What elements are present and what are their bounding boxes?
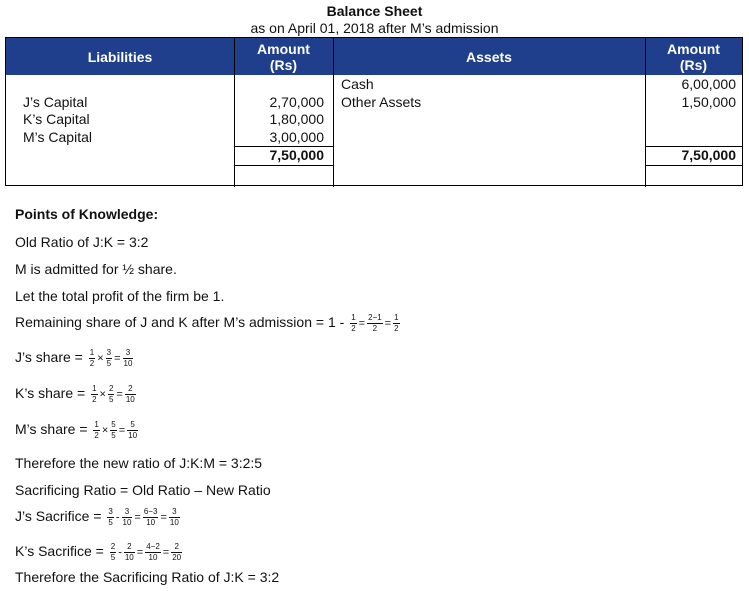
fraction: $\frac{1}{2}$ (394, 313, 399, 333)
k-share-label: K’s share = (15, 385, 86, 402)
table-header (6, 38, 742, 75)
note-k-share: K’s share = $\frac{1}{2}$ × $\frac{2}{5}$ = $\frac{2}{10}$ (15, 384, 135, 404)
note-m-share-calc: M’s share = $\frac{1}{2}$ × $\frac{5}{5}$ = $\frac{5}{10}$ (15, 420, 138, 440)
fraction: $\frac{5}{10}$ (128, 420, 138, 440)
asset-amount: 1,50,000 (681, 94, 736, 110)
fraction: $\frac{3}{5}$ (108, 507, 113, 527)
liability-name: K’s Capital (23, 111, 90, 127)
asset-name: Cash (341, 76, 374, 92)
fraction: $\frac{2}{10}$ (125, 384, 135, 404)
header-assets: Assets (466, 48, 512, 65)
fraction: $\frac{2}{10}$ (124, 542, 134, 562)
note-conclusion: Therefore the Sacrificing Ratio of J:K = 3:2 (15, 569, 280, 585)
note-sacrificing-formula: Sacrificing Ratio = Old Ratio – New Ratio (15, 482, 271, 498)
note-remaining-share: Remaining share of J and K after M’s admission = 1 - $\frac{1}{2}$ = $\frac{2-1}{2}$ = $\frac{1}{2}$ (15, 313, 399, 333)
header-amount-label: Amount (257, 40, 310, 57)
fraction: $\frac{1}{2}$ (92, 384, 97, 404)
total-rule (234, 165, 333, 166)
fraction: $\frac{6-3}{10}$ (143, 507, 158, 527)
remaining-label: Remaining share of J and K after M’s admission = 1 - (15, 314, 345, 331)
j-share-label: J’s share = (15, 349, 83, 366)
fraction: $\frac{5}{5}$ (111, 420, 116, 440)
balance-sheet-table (5, 37, 743, 186)
header-amount-label: Amount (667, 40, 720, 57)
fraction: $\frac{2}{20}$ (172, 542, 182, 562)
fraction: $\frac{4-2}{10}$ (146, 542, 160, 562)
note-k-sacrifice: K’s Sacrifice = $\frac{2}{5}$ - $\frac{2}{10}$ = $\frac{4-2}{10}$ = $\frac{2}{20}$ (15, 542, 182, 562)
balance-sheet-title: Balance Sheet (326, 3, 423, 19)
column-divider (333, 38, 334, 187)
fraction: $\frac{2-1}{2}$ (368, 313, 382, 333)
note-new-ratio: Therefore the new ratio of J:K:M = 3:2:5 (15, 455, 263, 471)
balance-sheet-subtitle: as on April 01, 2018 after M’s admission (250, 20, 499, 36)
header-amount-unit: (Rs) (679, 56, 708, 73)
note-total-profit: Let the total profit of the firm be 1. (15, 288, 225, 304)
fraction: $\frac{3}{10}$ (169, 507, 179, 527)
liabilities-total: 7,50,000 (269, 147, 324, 163)
j-sacrifice-label: J’s Sacrifice = (15, 508, 102, 525)
fraction: $\frac{3}{10}$ (123, 348, 133, 368)
fraction: $\frac{3}{5}$ (106, 348, 112, 368)
header-amount-liabilities (234, 38, 333, 75)
total-rule (645, 165, 742, 166)
header-amount-assets (645, 38, 742, 75)
asset-name: Other Assets (341, 94, 422, 110)
note-m-share: M is admitted for ½ share. (15, 261, 177, 277)
asset-amount: 6,00,000 (681, 76, 736, 92)
assets-total: 7,50,000 (681, 147, 736, 163)
header-amount-unit: (Rs) (269, 56, 298, 73)
fraction: $\frac{3}{10}$ (122, 507, 132, 527)
liability-amount: 3,00,000 (269, 129, 324, 145)
note-j-share: J’s share = $\frac{1}{2}$ × $\frac{3}{5}$ = $\frac{3}{10}$ (15, 348, 133, 368)
k-sacrifice-label: K’s Sacrifice = (15, 543, 104, 560)
fraction: $\frac{2}{5}$ (108, 384, 114, 404)
m-share-label: M’s share = (15, 421, 88, 438)
liability-name: M’s Capital (23, 129, 92, 145)
note-old-ratio: Old Ratio of J:K = 3:2 (15, 234, 149, 250)
fraction: $\frac{1}{2}$ (94, 420, 99, 440)
notes-heading: Points of Knowledge: (15, 206, 159, 222)
liability-amount: 2,70,000 (269, 94, 324, 110)
fraction: $\frac{2}{5}$ (110, 542, 116, 562)
header-liabilities: Liabilities (87, 48, 153, 65)
liability-amount: 1,80,000 (269, 111, 324, 127)
fraction: $\frac{1}{2}$ (89, 348, 95, 368)
note-j-sacrifice: J’s Sacrifice = $\frac{3}{5}$ - $\frac{3}{10}$ = $\frac{6-3}{10}$ = $\frac{3}{10}$ (15, 507, 179, 527)
liability-name: J’s Capital (23, 94, 88, 110)
fraction: $\frac{1}{2}$ (351, 313, 356, 333)
